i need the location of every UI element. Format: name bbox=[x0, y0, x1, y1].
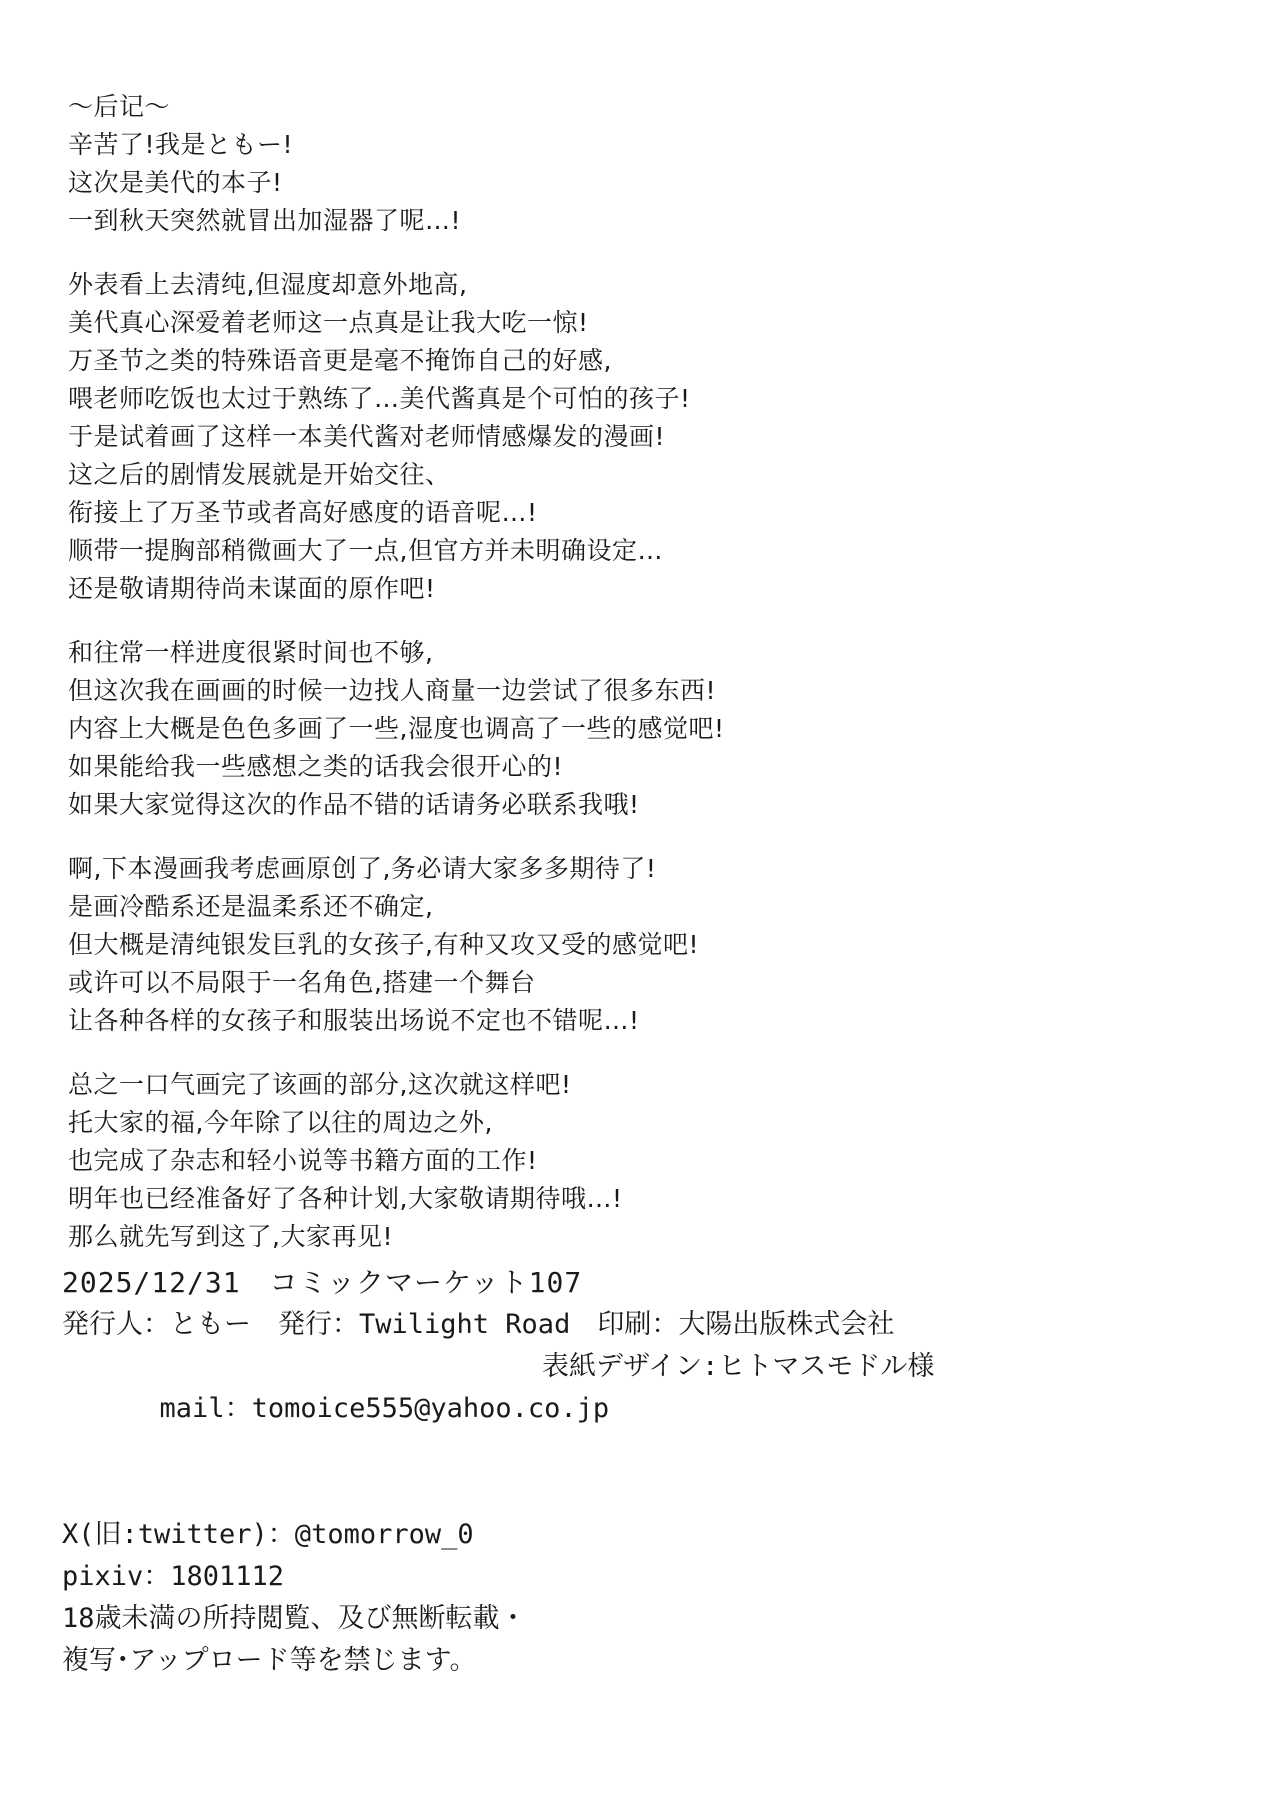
afterword-line: 托大家的福,今年除了以往的周边之外, bbox=[68, 1108, 493, 1137]
afterword-line: 但这次我在画画的时候一边找人商量一边尝试了很多东西! bbox=[68, 676, 717, 705]
colophon-notice-line-1: 18歳未満の所持閲覧、及び無断転載・ bbox=[62, 1603, 527, 1634]
colophon-publisher-line: 発行人：ともー 発行：Twilight Road 印刷：大陽出版株式会社 bbox=[62, 1309, 895, 1340]
afterword-line: 也完成了杂志和轻小说等书籍方面的工作! bbox=[68, 1146, 538, 1175]
afterword-line: 衔接上了万圣节或者高好感度的语音呢…! bbox=[68, 498, 538, 527]
afterword-line: 一到秋天突然就冒出加湿器了呢…! bbox=[68, 206, 462, 235]
colophon-mail-line: mail：tomoice555@yahoo.co.jp bbox=[159, 1393, 610, 1424]
colophon-twitter-line: X(旧:twitter)：@tomorrow_0 bbox=[62, 1519, 474, 1550]
colophon-cover-design-line: 表紙デザイン:ヒトマスモドル様 bbox=[542, 1351, 935, 1382]
colophon-notice-line-2: 複写･アップロード等を禁じます。 bbox=[62, 1645, 477, 1676]
colophon-pixiv-line: pixiv：1801112 bbox=[62, 1561, 285, 1592]
afterword-line: 或许可以不局限于一名角色,搭建一个舞台 bbox=[68, 968, 536, 997]
afterword-paragraph bbox=[68, 88, 1168, 240]
afterword-paragraph bbox=[68, 266, 1168, 608]
afterword-line: 辛苦了!我是ともー! bbox=[68, 130, 294, 159]
afterword-line: 那么就先写到这了,大家再见! bbox=[68, 1222, 393, 1251]
afterword-line: 万圣节之类的特殊语音更是毫不掩饰自己的好感, bbox=[68, 346, 612, 375]
afterword-line: 和往常一样进度很紧时间也不够, bbox=[68, 638, 434, 667]
colophon-event-line: 2025/12/31 コミックマーケット107 bbox=[62, 1266, 583, 1299]
afterword-line: 这次是美代的本子! bbox=[68, 168, 283, 197]
afterword-line: 〜后记〜 bbox=[68, 92, 171, 121]
afterword-line: 顺带一提胸部稍微画大了一点,但官方并未明确设定… bbox=[68, 536, 663, 565]
afterword-line: 美代真心深爱着老师这一点真是让我大吃一惊! bbox=[68, 308, 589, 337]
afterword-line: 但大概是清纯银发巨乳的女孩子,有种又攻又受的感觉吧! bbox=[68, 930, 699, 959]
afterword-paragraph bbox=[68, 634, 1168, 824]
afterword-line: 如果大家觉得这次的作品不错的话请务必联系我哦! bbox=[68, 790, 640, 819]
afterword-paragraph bbox=[68, 1066, 1168, 1256]
afterword-line: 外表看上去清纯,但湿度却意外地高, bbox=[68, 270, 468, 299]
afterword-line: 总之一口气画完了该画的部分,这次就这样吧! bbox=[68, 1070, 572, 1099]
afterword-line: 喂老师吃饭也太过于熟练了…美代酱真是个可怕的孩子! bbox=[68, 384, 691, 413]
afterword-text-block bbox=[68, 88, 1168, 1256]
colophon-block bbox=[62, 1262, 1222, 1682]
afterword-paragraph bbox=[68, 850, 1168, 1040]
afterword-line: 如果能给我一些感想之类的话我会很开心的! bbox=[68, 752, 564, 781]
afterword-line: 于是试着画了这样一本美代酱对老师情感爆发的漫画! bbox=[68, 422, 666, 451]
afterword-line: 还是敬请期待尚未谋面的原作吧! bbox=[68, 574, 436, 603]
afterword-line: 内容上大概是色色多画了一些,湿度也调高了一些的感觉吧! bbox=[68, 714, 725, 743]
afterword-line: 啊,下本漫画我考虑画原创了,务必请大家多多期待了! bbox=[68, 854, 657, 883]
afterword-line: 是画冷酷系还是温柔系还不确定, bbox=[68, 892, 434, 921]
afterword-line: 明年也已经准备好了各种计划,大家敬请期待哦…! bbox=[68, 1184, 623, 1213]
afterword-line: 让各种各样的女孩子和服装出场说不定也不错呢…! bbox=[68, 1006, 640, 1035]
afterword-line: 这之后的剧情发展就是开始交往、 bbox=[68, 460, 451, 489]
colophon-mail-row bbox=[62, 1346, 1222, 1514]
